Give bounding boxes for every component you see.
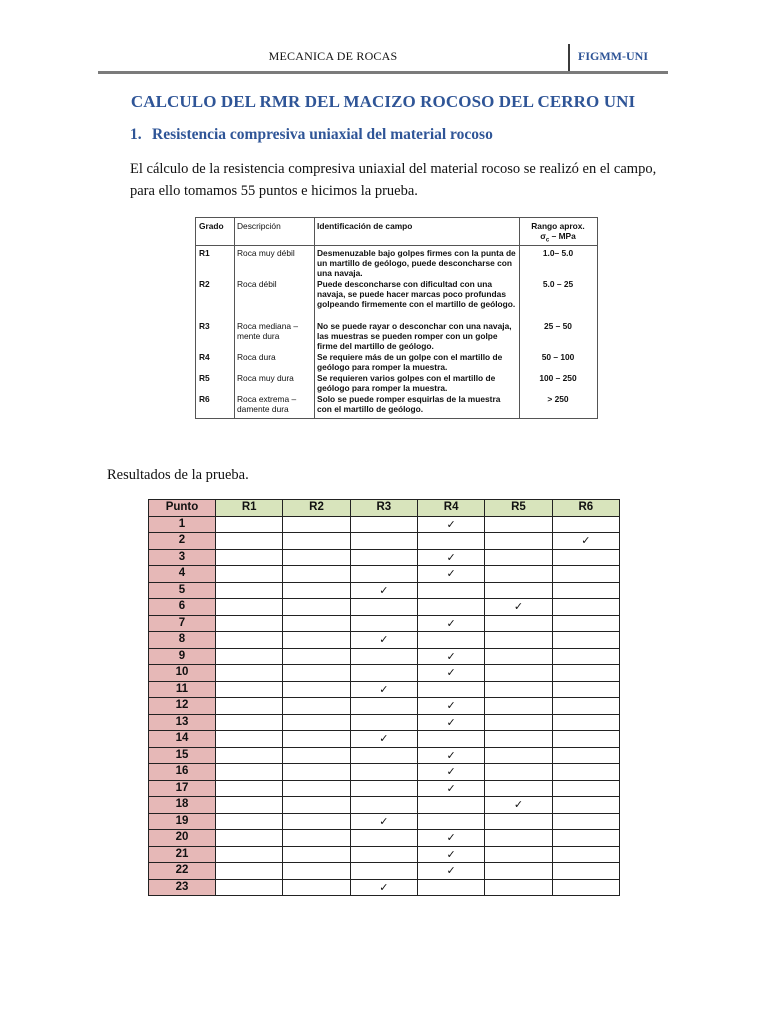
empty-cell <box>283 813 350 830</box>
table-row <box>149 648 620 665</box>
punto-cell: 4 <box>149 566 216 583</box>
empty-cell <box>552 813 619 830</box>
empty-cell <box>552 632 619 649</box>
empty-cell <box>216 533 283 550</box>
empty-cell <box>417 582 484 599</box>
empty-cell <box>552 846 619 863</box>
empty-cell <box>216 665 283 682</box>
check-icon: ✓ <box>417 780 484 797</box>
empty-cell <box>283 747 350 764</box>
ref-header-identificacion: Identificación de campo <box>314 218 519 246</box>
empty-cell <box>283 533 350 550</box>
empty-cell <box>485 731 552 748</box>
ref-cell-grado: R5 <box>199 373 210 383</box>
empty-cell <box>216 764 283 781</box>
ref-cell-identificacion: Solo se puede romper esquirlas de la muestra con el martillo de geólogo. <box>317 394 501 415</box>
empty-cell <box>216 780 283 797</box>
empty-cell <box>283 632 350 649</box>
results-header-r6: R6 <box>552 500 619 517</box>
table-row <box>149 863 620 880</box>
empty-cell <box>283 566 350 583</box>
empty-cell <box>350 698 417 715</box>
check-icon: ✓ <box>350 582 417 599</box>
table-row <box>149 813 620 830</box>
empty-cell <box>216 797 283 814</box>
ref-header-rango <box>519 218 597 246</box>
punto-cell: 9 <box>149 648 216 665</box>
ref-cell-identificacion: Desmenuzable bajo golpes firmes con la punta de un martillo de geólogo, puede desconcharse con una navaja. <box>317 248 516 279</box>
empty-cell <box>216 615 283 632</box>
empty-cell <box>417 797 484 814</box>
table-row <box>149 747 620 764</box>
ref-header-rango-line1: Rango aprox. <box>531 221 585 231</box>
empty-cell <box>552 731 619 748</box>
empty-cell <box>350 747 417 764</box>
empty-cell <box>552 714 619 731</box>
table-row <box>149 599 620 616</box>
ref-cell-rango: 25 – 50 <box>544 321 572 331</box>
ref-cell-rango: 100 – 250 <box>539 373 577 383</box>
empty-cell <box>216 731 283 748</box>
section-heading <box>130 126 493 144</box>
empty-cell <box>216 549 283 566</box>
ref-header-unit: – MPa <box>549 231 576 242</box>
punto-cell: 20 <box>149 830 216 847</box>
empty-cell <box>417 632 484 649</box>
punto-cell: 6 <box>149 599 216 616</box>
check-icon: ✓ <box>417 648 484 665</box>
empty-cell <box>485 648 552 665</box>
empty-cell <box>417 533 484 550</box>
empty-cell <box>216 582 283 599</box>
check-icon: ✓ <box>350 681 417 698</box>
ref-cell-identificacion: Se requieren varios golpes con el martillo de geólogo para romper la muestra. <box>317 373 496 394</box>
empty-cell <box>552 780 619 797</box>
ref-cell-rango: 5.0 – 25 <box>542 279 574 289</box>
table-row <box>149 615 620 632</box>
check-icon: ✓ <box>552 533 619 550</box>
punto-cell: 21 <box>149 846 216 863</box>
header-course-title: MECANICA DE ROCAS <box>268 49 398 63</box>
empty-cell <box>350 665 417 682</box>
punto-cell: 22 <box>149 863 216 880</box>
empty-cell <box>552 566 619 583</box>
empty-cell <box>216 813 283 830</box>
ref-cell-grado: R1 <box>199 248 210 258</box>
empty-cell <box>350 648 417 665</box>
empty-cell <box>350 863 417 880</box>
results-table <box>148 499 620 896</box>
ref-cell-identificacion: No se puede rayar o desconchar con una navaja, las muestras se pueden romper con un golpe firme del martillo de geólogo. <box>317 321 512 352</box>
check-icon: ✓ <box>417 516 484 533</box>
empty-cell <box>216 747 283 764</box>
empty-cell <box>485 764 552 781</box>
ref-header-sigma-sub: c <box>545 237 550 244</box>
empty-cell <box>283 549 350 566</box>
check-icon: ✓ <box>350 632 417 649</box>
empty-cell <box>216 681 283 698</box>
empty-cell <box>350 516 417 533</box>
page-header <box>98 44 668 74</box>
punto-cell: 8 <box>149 632 216 649</box>
results-label: Resultados de la prueba. <box>107 467 249 483</box>
empty-cell <box>350 549 417 566</box>
check-icon: ✓ <box>350 731 417 748</box>
ref-cell-descripcion: Roca dura <box>237 352 276 362</box>
header-institution: FIGMM-UNI <box>568 44 668 72</box>
empty-cell <box>216 599 283 616</box>
empty-cell <box>485 516 552 533</box>
results-header-row <box>149 500 620 517</box>
empty-cell <box>552 516 619 533</box>
punto-cell: 10 <box>149 665 216 682</box>
empty-cell <box>485 549 552 566</box>
empty-cell <box>350 764 417 781</box>
empty-cell <box>283 582 350 599</box>
results-header-r4: R4 <box>417 500 484 517</box>
empty-cell <box>552 681 619 698</box>
ref-cell-descripcion: Roca muy débil <box>237 248 295 258</box>
ref-cell-grado: R3 <box>199 321 210 331</box>
empty-cell <box>552 648 619 665</box>
empty-cell <box>216 648 283 665</box>
empty-cell <box>350 714 417 731</box>
table-row <box>149 846 620 863</box>
empty-cell <box>216 830 283 847</box>
check-icon: ✓ <box>417 846 484 863</box>
empty-cell <box>283 830 350 847</box>
empty-cell <box>350 615 417 632</box>
check-icon: ✓ <box>417 698 484 715</box>
table-row <box>149 632 620 649</box>
empty-cell <box>417 879 484 896</box>
empty-cell <box>552 747 619 764</box>
ref-cell-grado: R4 <box>199 352 210 362</box>
empty-cell <box>485 813 552 830</box>
empty-cell <box>216 698 283 715</box>
empty-cell <box>350 830 417 847</box>
table-row <box>149 533 620 550</box>
empty-cell <box>417 599 484 616</box>
empty-cell <box>216 879 283 896</box>
table-row <box>149 797 620 814</box>
empty-cell <box>283 846 350 863</box>
check-icon: ✓ <box>417 863 484 880</box>
table-row <box>149 780 620 797</box>
empty-cell <box>485 533 552 550</box>
ref-header-descripcion: Descripción <box>234 218 314 246</box>
ref-cell-descripcion: Roca débil <box>237 279 277 289</box>
empty-cell <box>350 599 417 616</box>
check-icon: ✓ <box>417 764 484 781</box>
empty-cell <box>216 714 283 731</box>
empty-cell <box>485 632 552 649</box>
empty-cell <box>350 846 417 863</box>
empty-cell <box>216 846 283 863</box>
punto-cell: 19 <box>149 813 216 830</box>
empty-cell <box>283 681 350 698</box>
ref-cell-grado: R6 <box>199 394 210 404</box>
table-row <box>149 665 620 682</box>
punto-cell: 23 <box>149 879 216 896</box>
punto-cell: 11 <box>149 681 216 698</box>
punto-cell: 2 <box>149 533 216 550</box>
empty-cell <box>283 797 350 814</box>
empty-cell <box>350 797 417 814</box>
empty-cell <box>485 780 552 797</box>
check-icon: ✓ <box>417 549 484 566</box>
section-title: Resistencia compresiva uniaxial del material rocoso <box>152 126 493 143</box>
table-row <box>149 516 620 533</box>
table-row <box>149 566 620 583</box>
empty-cell <box>283 731 350 748</box>
empty-cell <box>350 780 417 797</box>
empty-cell <box>283 698 350 715</box>
check-icon: ✓ <box>417 714 484 731</box>
empty-cell <box>552 830 619 847</box>
section-number: 1. <box>130 126 142 143</box>
header-rule <box>98 71 668 74</box>
results-header-r5: R5 <box>485 500 552 517</box>
empty-cell <box>552 797 619 814</box>
empty-cell <box>485 681 552 698</box>
results-header-punto: Punto <box>149 500 216 517</box>
empty-cell <box>485 879 552 896</box>
empty-cell <box>283 615 350 632</box>
table-row <box>149 764 620 781</box>
empty-cell <box>283 879 350 896</box>
punto-cell: 14 <box>149 731 216 748</box>
table-row <box>149 731 620 748</box>
empty-cell <box>552 582 619 599</box>
punto-cell: 12 <box>149 698 216 715</box>
empty-cell <box>283 648 350 665</box>
empty-cell <box>350 533 417 550</box>
empty-cell <box>485 615 552 632</box>
results-header-r3: R3 <box>350 500 417 517</box>
empty-cell <box>552 863 619 880</box>
empty-cell <box>350 566 417 583</box>
empty-cell <box>216 863 283 880</box>
punto-cell: 15 <box>149 747 216 764</box>
intro-paragraph: El cálculo de la resistencia compresiva uniaxial del material rocoso se realizó en el campo, para ello tomamos 55 puntos e hicimos la prueba. <box>130 161 657 199</box>
ref-header-grado: Grado <box>196 218 234 246</box>
ref-cell-identificacion: Se requiere más de un golpe con el martillo de geólogo para romper la muestra. <box>317 352 503 373</box>
empty-cell <box>552 698 619 715</box>
check-icon: ✓ <box>417 665 484 682</box>
check-icon: ✓ <box>417 615 484 632</box>
empty-cell <box>485 582 552 599</box>
document-title: CALCULO DEL RMR DEL MACIZO ROCOSO DEL CERRO UNI <box>130 92 636 111</box>
empty-cell <box>216 566 283 583</box>
check-icon: ✓ <box>417 830 484 847</box>
empty-cell <box>417 681 484 698</box>
empty-cell <box>283 516 350 533</box>
empty-cell <box>485 846 552 863</box>
results-header-r2: R2 <box>283 500 350 517</box>
empty-cell <box>417 813 484 830</box>
check-icon: ✓ <box>417 566 484 583</box>
check-icon: ✓ <box>350 813 417 830</box>
table-row <box>149 698 620 715</box>
reference-classification-table <box>195 217 598 419</box>
ref-cell-rango: 50 – 100 <box>541 352 575 362</box>
punto-cell: 5 <box>149 582 216 599</box>
empty-cell <box>485 863 552 880</box>
punto-cell: 7 <box>149 615 216 632</box>
table-row <box>149 549 620 566</box>
table-row <box>149 681 620 698</box>
punto-cell: 17 <box>149 780 216 797</box>
punto-cell: 18 <box>149 797 216 814</box>
ref-cell-identificacion: Puede desconcharse con dificultad con una navaja, se puede hacer marcas poco profundas golpeando firmemente con el martillo de geólogo. <box>317 279 516 310</box>
empty-cell <box>283 764 350 781</box>
table-row <box>149 714 620 731</box>
punto-cell: 13 <box>149 714 216 731</box>
ref-cell-descripcion: Roca muy dura <box>237 373 294 383</box>
empty-cell <box>552 599 619 616</box>
ref-cell-rango: 1.0– 5.0 <box>542 248 574 258</box>
empty-cell <box>283 780 350 797</box>
check-icon: ✓ <box>485 797 552 814</box>
empty-cell <box>485 714 552 731</box>
empty-cell <box>485 566 552 583</box>
check-icon: ✓ <box>350 879 417 896</box>
empty-cell <box>552 665 619 682</box>
ref-header-rango-line2 <box>522 231 594 246</box>
ref-cell-rango: > 250 <box>547 394 569 404</box>
empty-cell <box>283 599 350 616</box>
punto-cell: 16 <box>149 764 216 781</box>
punto-cell: 3 <box>149 549 216 566</box>
empty-cell <box>485 830 552 847</box>
punto-cell: 1 <box>149 516 216 533</box>
ref-header-sigma: σ <box>540 231 546 242</box>
ref-cell-descripcion: Roca extrema – damente dura <box>237 394 297 415</box>
empty-cell <box>552 615 619 632</box>
empty-cell <box>552 549 619 566</box>
empty-cell <box>417 731 484 748</box>
empty-cell <box>485 698 552 715</box>
results-header-r1: R1 <box>216 500 283 517</box>
ref-cell-descripcion: Roca mediana – mente dura <box>237 321 298 342</box>
check-icon: ✓ <box>417 747 484 764</box>
empty-cell <box>552 764 619 781</box>
empty-cell <box>283 665 350 682</box>
empty-cell <box>552 879 619 896</box>
empty-cell <box>283 714 350 731</box>
empty-cell <box>485 747 552 764</box>
empty-cell <box>216 632 283 649</box>
check-icon: ✓ <box>485 599 552 616</box>
empty-cell <box>216 516 283 533</box>
empty-cell <box>283 863 350 880</box>
ref-cell-grado: R2 <box>199 279 210 289</box>
table-row <box>149 830 620 847</box>
table-row <box>149 879 620 896</box>
table-row <box>149 582 620 599</box>
empty-cell <box>485 665 552 682</box>
